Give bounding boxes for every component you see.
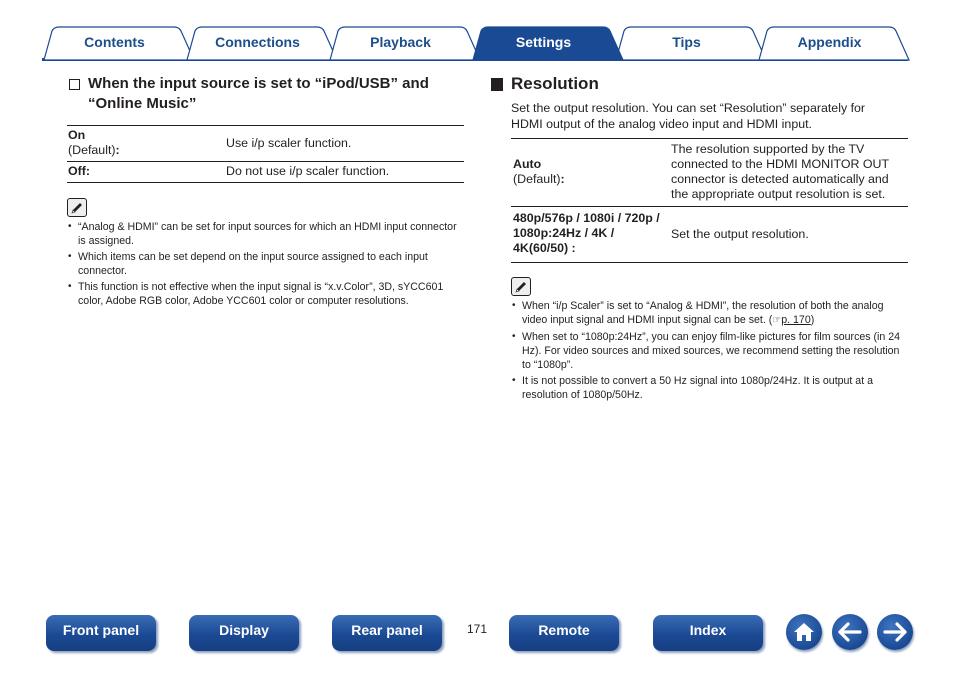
ipod-usb-heading — [67, 74, 464, 114]
list-item: • “Analog & HDMI” can be set for input sources for which an HDMI input connector is assigned. — [67, 220, 464, 248]
tab-tips[interactable]: Tips — [672, 34, 701, 50]
option-key: Off: — [68, 164, 91, 178]
table-row — [67, 126, 464, 162]
option-desc: Do not use i/p scaler function. — [226, 164, 390, 178]
remote-button[interactable]: Remote — [509, 615, 619, 651]
option-desc: Set the output resolution. — [671, 226, 809, 241]
list-item: • It is not possible to convert a 50 Hz signal into 1080p/24Hz. It is output at a resolution of 1080p/50Hz. — [511, 374, 908, 402]
forward-button[interactable] — [877, 614, 913, 650]
tab-bar — [0, 0, 954, 64]
option-key-cell — [67, 162, 226, 183]
home-icon — [792, 621, 816, 643]
tab-contents[interactable]: Contents — [84, 34, 145, 50]
option-key: 480p/576p / 1080i / 720p / 1080p:24Hz / 4K / 4K(60/50) : — [513, 211, 660, 255]
notes-list — [67, 220, 464, 308]
page-number: 171 — [466, 622, 488, 636]
list-item: • When set to “1080p:24Hz”, you can enjoy film-like pictures for film sources (in 24 Hz). For video sources and mixed sources, we recommend setting the resolution to “1080p”. — [511, 330, 908, 372]
tab-playback[interactable]: Playback — [370, 34, 431, 50]
list-item: • Which items can be set depend on the input source assigned to each input connector. — [67, 250, 464, 278]
right-column — [490, 74, 908, 404]
front-panel-button[interactable]: Front panel — [46, 615, 156, 651]
rear-panel-button[interactable]: Rear panel — [332, 615, 442, 651]
option-key: On — [68, 128, 86, 142]
page-reference-link[interactable]: p. 170 — [781, 314, 811, 326]
option-desc: Use i/p scaler function. — [226, 135, 352, 150]
option-desc: The resolution supported by the TV connected to the HDMI MONITOR OUT connector is detected automatically and the appropriate output resolution is set. — [671, 142, 889, 201]
resolution-intro: Set the output resolution. You can set “Resolution” separately for HDMI output of the analog video input and HDMI input. — [511, 101, 866, 131]
arrow-right-icon — [882, 622, 908, 642]
arrow-left-icon — [837, 622, 863, 642]
option-key: Auto — [513, 157, 542, 171]
option-key-cell: Auto (Default): — [513, 157, 565, 186]
tab-connections[interactable]: Connections — [215, 34, 300, 50]
checkbox-bullet-icon — [69, 79, 80, 90]
table-row — [67, 162, 464, 183]
heading-line-2: “Online Music” — [88, 95, 197, 112]
resolution-heading — [490, 74, 908, 94]
list-item: • When “i/p Scaler” is set to “Analog & HDMI”, the resolution of both the analog video input signal and HDMI input signal can be set. (☞p. 170) — [511, 299, 908, 328]
index-button[interactable]: Index — [653, 615, 763, 651]
heading-line-1: When the input source is set to “iPod/USB” and — [88, 75, 429, 92]
table-row — [511, 207, 908, 263]
option-key-cell: On (Default): — [68, 128, 120, 157]
back-button[interactable] — [832, 614, 868, 650]
ipod-options-table — [67, 125, 464, 183]
page-title: Resolution — [511, 74, 599, 93]
tab-appendix[interactable]: Appendix — [797, 34, 862, 50]
notes-list — [511, 299, 908, 402]
note-pencil-icon — [511, 277, 531, 296]
resolution-options-table — [511, 138, 908, 263]
option-key-sub: (Default) — [68, 143, 116, 157]
home-button[interactable] — [786, 614, 822, 650]
table-row — [511, 139, 908, 207]
page-reference-icon: ☞ — [772, 315, 782, 326]
tab-settings[interactable]: Settings — [515, 34, 572, 50]
left-column — [67, 74, 464, 310]
note-pencil-icon — [67, 198, 87, 217]
section-square-icon — [491, 78, 503, 91]
display-button[interactable]: Display — [189, 615, 299, 651]
list-item: • This function is not effective when the input signal is “x.v.Color”, 3D, sYCC601 color, Adobe RGB color, Adobe YCC601 color or computer resolutions. — [67, 280, 464, 308]
option-key-sub: (Default) — [513, 172, 561, 186]
